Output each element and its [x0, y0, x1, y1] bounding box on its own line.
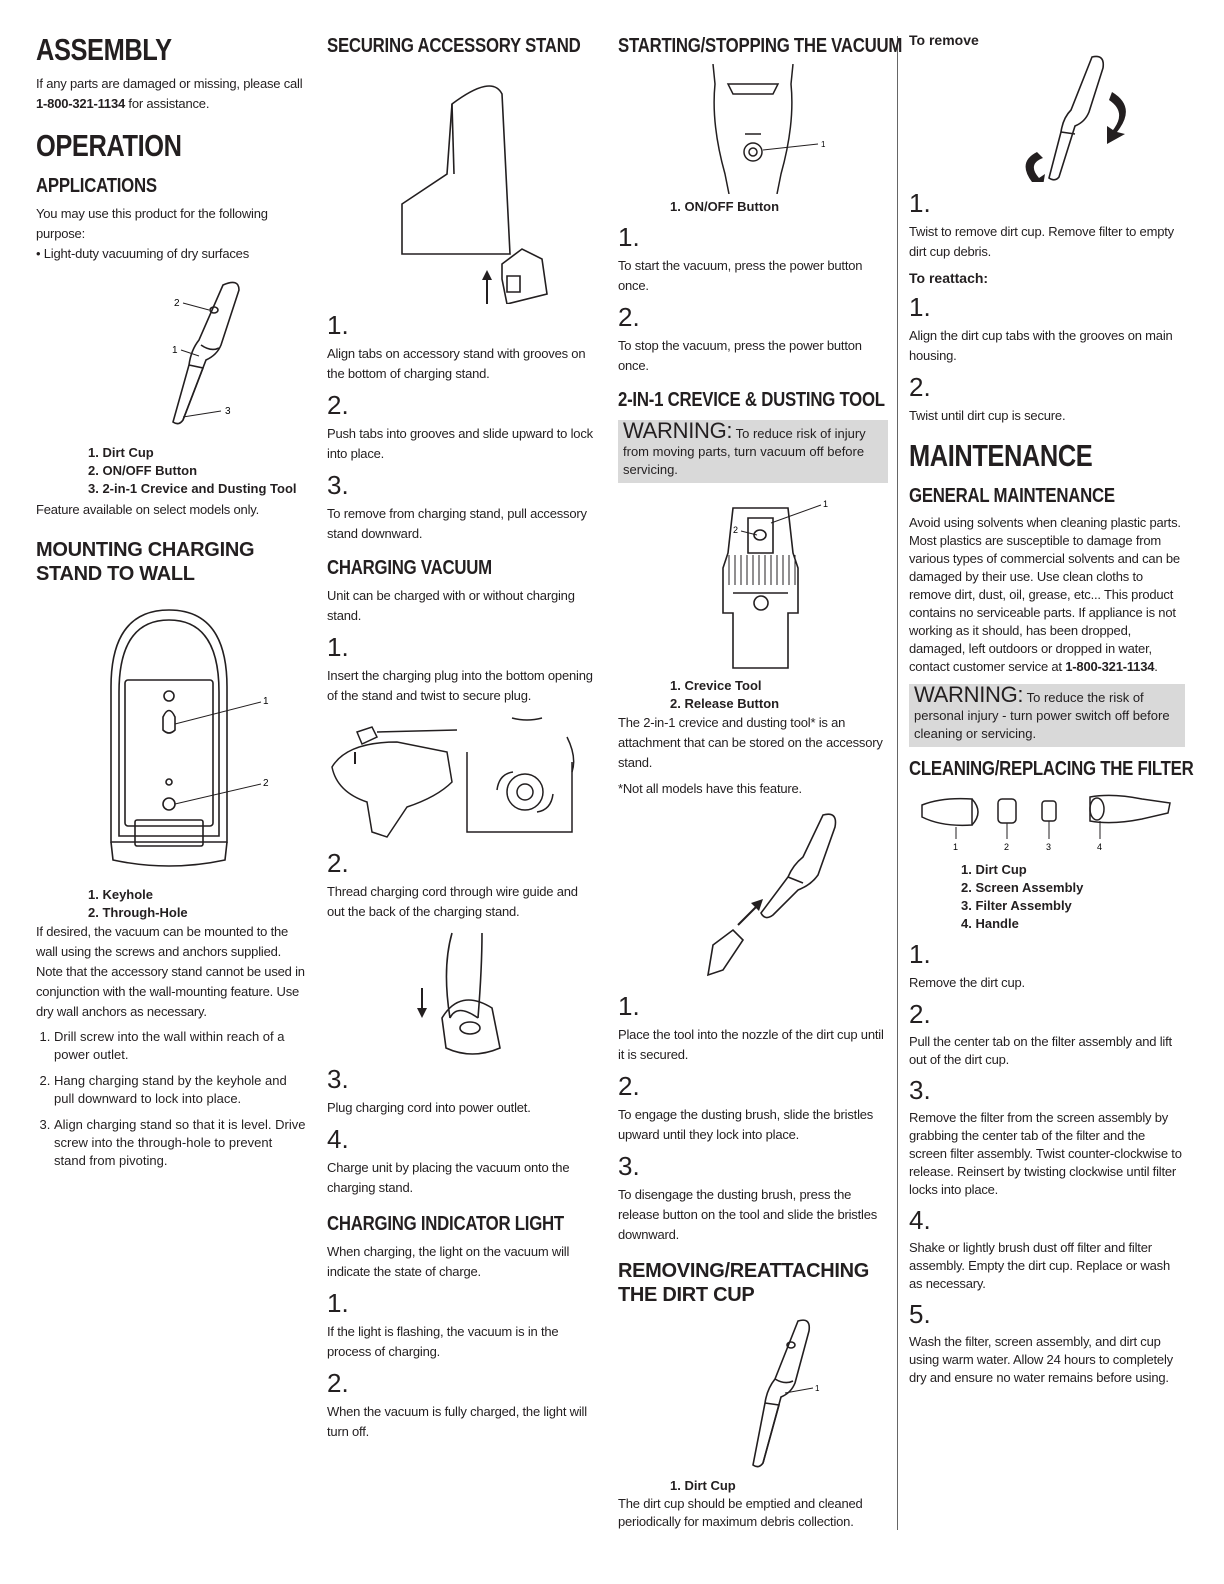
crevice-legend: 1. Crevice Tool 2. Release Button: [670, 678, 780, 711]
power-button-figure: [653, 64, 853, 194]
assembly-text: If any parts are damaged or missing, please call 1-800-321-1134 for assistance.: [36, 76, 303, 111]
accessory-stand-figure: [342, 64, 582, 304]
callout-1: 1: [815, 1384, 820, 1393]
to-reattach-label: To reattach:: [909, 270, 989, 286]
callout-4: 4: [1097, 842, 1103, 852]
to-remove-label: To remove: [909, 32, 979, 48]
phone-number: 1-800-321-1134: [1065, 659, 1155, 674]
mounting-steps: 1. Drill screw into the wall within reach of a power outlet. 2. Hang charging stand by the keyhole and pull downward to lock into place. 3. Align charging stand so that it is level. Drive screw into the through-hole to prevent stand from pivoting.: [36, 1028, 306, 1170]
indicator-intro: When charging, the light on the vacuum will indicate the state of charge.: [327, 1244, 570, 1279]
column-2: SECURING ACCESSORY STAND 1. Align tabs on accessory stand with grooves on the bottom of charging stand. 2. Push tabs into grooves and slide upward to lock into place. 3. To remove from charging stand, pull accessory stand downward. CHARGING VACUUM Unit can be charged with or without charging stand. 1. Insert the charging plug into the bottom opening of the stand and twist to secure plug. 2. Thread charging cord through wire guide and out the back of the charging stand. 3. Plug charging cord into power outlet. 4. Charge unit by placing the vacuum onto the charging stand. CHARGING INDICATOR LIGHT When charging, the light on the vacuum will indicate the state of charge. 1. If the light is flashing, the vacuum is in the process of charging. 2. When the vacuum is fully charged, the light will turn off.: [327, 28, 597, 1448]
warning-box: WARNING: To reduce the risk of personal injury - turn power switch off before cleaning or servicing.: [909, 684, 1185, 747]
vacuum-parts-figure: [71, 270, 271, 440]
dirtcup-title: REMOVING/REATTACHING THE DIRT CUP: [618, 1260, 870, 1306]
filter-title: CLEANING/REPLACING THE FILTER: [909, 758, 1194, 780]
applications-text: You may use this product for the following purpose:: [36, 206, 268, 241]
twist-remove-figure: [947, 52, 1147, 182]
applications-title: APPLICATIONS: [36, 175, 157, 197]
attach-tool-figure: [653, 805, 853, 985]
dirt-cup-figure: [653, 1313, 853, 1473]
crevice-title: 2-IN-1 CREVICE & DUSTING TOOL: [618, 389, 885, 411]
column-4: To remove 1. Twist to remove dirt cup. Remove filter to empty dirt cup debris. To reattach: 1. Align the dirt cup tabs with the grooves on main housing. 2. Twist until dirt cup is secure. MAINTENANCE GENERAL MAINTENANCE Avoid using solvents when cleaning plastic parts. Most plastics are susceptible to damage from various types of commercial solvents and can be damaged by their use. Use clean cloths to remove dirt, dust, oil, grease, etc... This product contains no serviceable parts. If appliance is not working as it should, has been dropped, damaged, left outdoors or dropped in water, contact customer service at 1-800-321-1134. WARNING: To reduce the risk of personal injury - turn power switch off before cleaning or servicing. CLEANING/REPLACING THE FILTER 1 2 3 4 1. Dirt Cup 2. Screen Assembly 3. Filter Assembly 4. Handle 1. Remove the dirt cup. 2. Pull the center tab on the filter assembly and lift out of the dirt cup. 3. Remove the filter from the screen assembly by grabbing the center tab of the filter and the screen filter assembly. Twist counter-clockwise to release. Reinsert by twisting clockwise until filter locks into place. 4. Shake or lightly brush dust off filter and filter assembly. Empty the dirt cup. Replace or wash as necessary. 5. Wash the filter, screen assembly, and dirt cup using warm water. Allow 24 hours to completely dry and ensure no water remains before using.: [909, 32, 1194, 1385]
callout-1: 1: [823, 499, 829, 509]
operation-title: OPERATION: [36, 128, 182, 163]
warning-label: WARNING:: [623, 418, 733, 443]
stand-legend: 1. Keyhole 2. Through-Hole: [88, 887, 188, 920]
crevice-tool-figure: [653, 493, 853, 673]
column-3: STARTING/STOPPING THE VACUUM 1 1. ON/OFF Button 1. To start the vacuum, press the power button once. 2. To stop the vacuum, press the power button once. 2-IN-1 CREVICE & DUSTING TOOL WARNING: To reduce risk of injury from moving parts, turn vacuum off before servicing. 1 2 1. Crevice Tool 2. Release Button The 2-in-1 crevice and dusting tool* is an attachment that can be stored on the accessory stand. *Not all models have this feature. 1. Place the tool into the nozzle of the dirt cup until it is secured. 2. To engage the dusting brush, slide the bristles upward until they lock into place. 3. To disengage the dusting brush, press the release button on the tool and slide the bristles downward. REMOVING/REATTACHING THE DIRT CUP 1 1. Dirt Cup The dirt cup should be emptied and cleaned periodically for maximum debris collection.: [618, 35, 903, 1529]
warning-label: WARNING:: [914, 682, 1024, 707]
crevice-text: The 2-in-1 crevice and dusting tool* is an attachment that can be stored on the accessory stand.: [618, 715, 883, 770]
general-text: Avoid using solvents when cleaning plastic parts. Most plastics are susceptible to damage from various types of commercial solvents and can be damaged by their use. Use clean cloths to remove dirt, dust, oil, grease, etc... This product contains no serviceable parts. If appliance is not working as it should, has been dropped, damaged, left outdoors or dropped in water, contact customer service at 1-800-321-1134.: [909, 515, 1181, 674]
charging-title: CHARGING VACUUM: [327, 557, 492, 579]
charging-plug-figure: [327, 712, 597, 842]
callout-2: 2: [174, 298, 180, 309]
filter-legend: 1. Dirt Cup 2. Screen Assembly 3. Filter Assembly 4. Handle: [961, 862, 1084, 931]
feature-note: Feature available on select models only.: [36, 502, 259, 517]
callout-3: 3: [225, 406, 231, 417]
charging-stand-figure: [51, 592, 291, 882]
dirtcup-text: The dirt cup should be emptied and cleaned periodically for maximum debris collection.: [618, 1496, 863, 1529]
mounting-text: If desired, the vacuum can be mounted to the wall using the screws and anchors supplied. Note that the accessory stand cannot be used in conjunction with the wall-mounting feature. Use dry wall anchors as necessary.: [36, 924, 305, 1019]
callout-1: 1: [953, 842, 959, 852]
indicator-title: CHARGING INDICATOR LIGHT: [327, 1213, 564, 1235]
mounting-title: MOUNTING CHARGING STAND TO WALL: [36, 539, 255, 585]
column-divider: [897, 36, 898, 1530]
applications-bullet: • Light-duty vacuuming of dry surfaces: [36, 246, 250, 261]
assembly-title: ASSEMBLY: [36, 32, 172, 67]
general-title: GENERAL MAINTENANCE: [909, 485, 1115, 507]
callout-2: 2: [1004, 842, 1010, 852]
starting-title: STARTING/STOPPING THE VACUUM: [618, 35, 903, 57]
callout-1: 1: [263, 696, 269, 707]
callout-3: 3: [1046, 842, 1052, 852]
phone-number: 1-800-321-1134: [36, 96, 125, 111]
securing-title: SECURING ACCESSORY STAND: [327, 35, 581, 57]
column-1: [36, 28, 306, 1178]
charging-intro: Unit can be charged with or without charging stand.: [327, 588, 575, 623]
parts-legend: 1. Dirt Cup 2. ON/OFF Button 3. 2-in-1 Crevice and Dusting Tool: [88, 445, 297, 496]
filter-parts-figure: [912, 787, 1182, 857]
charging-dock-figure: [382, 928, 542, 1058]
callout-1: 1: [821, 140, 826, 149]
callout-2: 2: [263, 778, 269, 789]
callout-1: 1: [172, 345, 178, 356]
warning-box: WARNING: To reduce risk of injury from moving parts, turn vacuum off before servicing.: [618, 420, 888, 483]
maintenance-title: MAINTENANCE: [909, 438, 1093, 473]
power-legend: 1. ON/OFF Button: [670, 199, 780, 214]
step-number: 1.: [327, 310, 349, 340]
dirtcup-legend: 1. Dirt Cup: [670, 1478, 736, 1493]
crevice-note: *Not all models have this feature.: [618, 781, 802, 796]
callout-2: 2: [733, 525, 739, 535]
